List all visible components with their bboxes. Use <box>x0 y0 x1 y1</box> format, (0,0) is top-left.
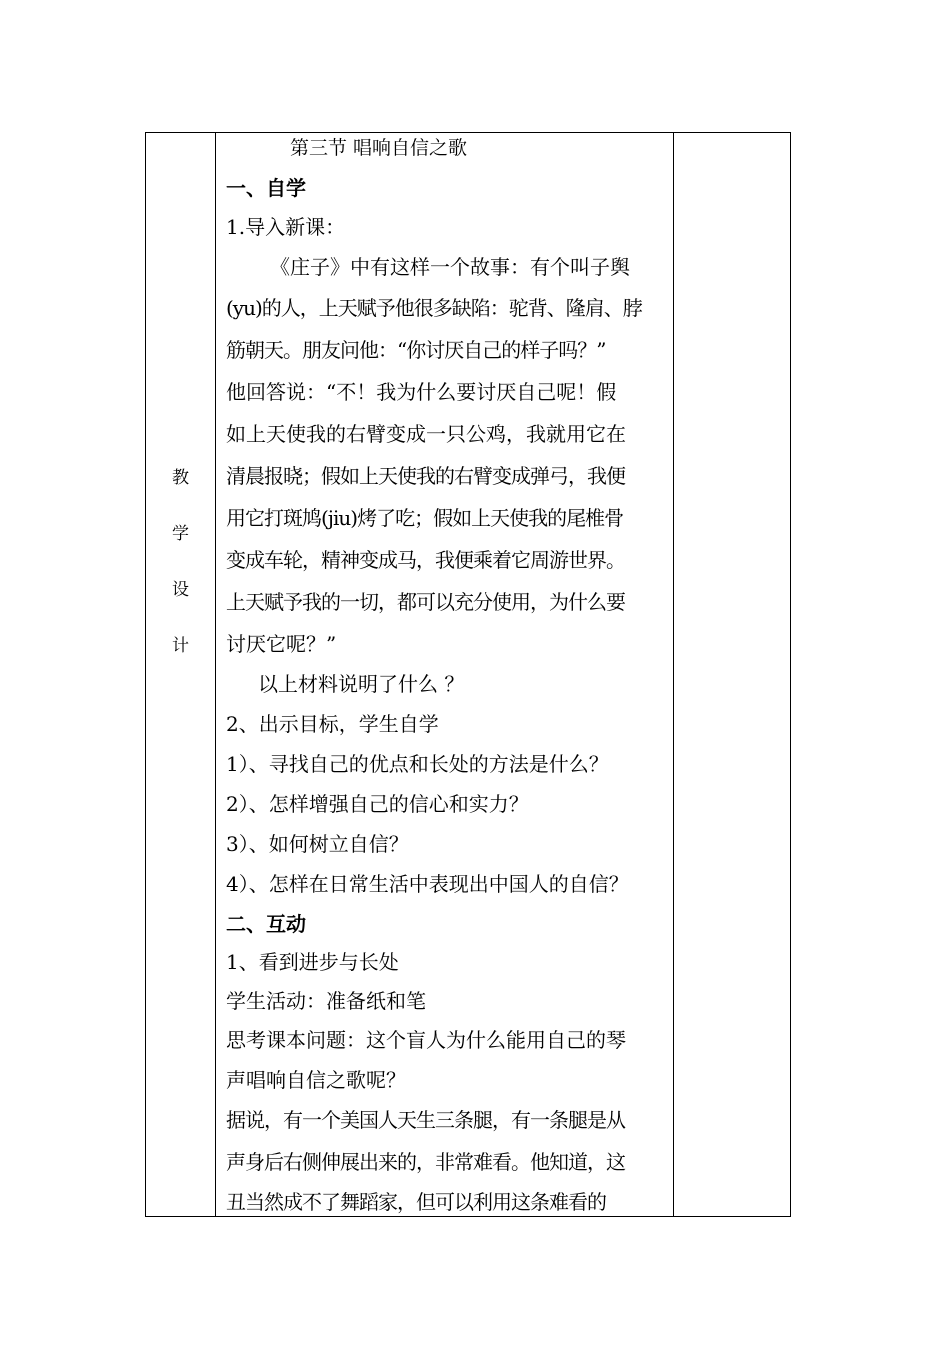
text-line: 声唱响自信之歌呢？ <box>226 1068 406 1092</box>
column-divider-right <box>673 133 674 1216</box>
text-line: 丑当然成不了舞蹈家，但可以利用这条难看的 <box>226 1190 606 1214</box>
text-line: 学生活动：准备纸和笔 <box>226 989 426 1013</box>
lesson-title: 第三节 唱响自信之歌 <box>290 137 468 159</box>
text-line: 1.导入新课： <box>226 215 346 239</box>
text-line: 据说，有一个美国人天生三条腿，有一条腿是从 <box>226 1108 625 1132</box>
side-label-char: 设 <box>172 580 189 600</box>
side-label-char: 学 <box>172 524 189 544</box>
text-line: 用它打斑鸠(jiu)烤了吃；假如上天使我的尾椎骨 <box>226 506 624 530</box>
column-divider-left <box>215 133 216 1216</box>
question-line: 以上材料说明了什么 ？ <box>258 672 465 696</box>
text-line: 声身后右侧伸展出来的，非常难看。他知道，这 <box>226 1150 625 1174</box>
goal-item: 3）、如何树立自信？ <box>226 832 409 856</box>
goal-item: 1）、寻找自己的优点和长处的方法是什么？ <box>226 752 609 776</box>
text-line: 讨厌它呢？” <box>226 632 337 656</box>
text-line: 1、看到进步与长处 <box>226 950 399 974</box>
lesson-content <box>226 132 666 1217</box>
text-line: (yu)的人，上天赋予他很多缺陷：驼背、隆肩、脖 <box>226 296 642 320</box>
text-line: 变成车轮，精神变成马，我便乘着它周游世界。 <box>226 548 625 572</box>
side-label-teaching-design <box>146 463 215 687</box>
text-line: 他回答说：“不！我为什么要讨厌自己呢！假 <box>226 380 617 404</box>
section-heading: 二、互动 <box>226 912 306 936</box>
section-heading: 一、自学 <box>226 176 306 200</box>
text-line: 上天赋予我的一切，都可以充分使用，为什么要 <box>226 590 625 614</box>
text-line: 《庄子》中有这样一个故事：有个叫子舆 <box>270 255 630 279</box>
text-line: 筋朝天。朋友问他：“你讨厌自己的样子吗？” <box>226 338 606 362</box>
goal-item: 2）、怎样增强自己的信心和实力？ <box>226 792 529 816</box>
text-line: 清晨报晓；假如上天使我的右臂变成弹弓，我便 <box>226 464 625 488</box>
side-label-char: 教 <box>172 468 189 488</box>
text-line: 2、出示目标，学生自学 <box>226 712 439 736</box>
side-label-char: 计 <box>172 636 189 656</box>
text-line: 思考课本问题：这个盲人为什么能用自己的琴 <box>226 1028 626 1052</box>
text-line: 如上天使我的右臂变成一只公鸡，我就用它在 <box>226 422 626 446</box>
goal-item: 4）、怎样在日常生活中表现出中国人的自信？ <box>226 872 629 896</box>
